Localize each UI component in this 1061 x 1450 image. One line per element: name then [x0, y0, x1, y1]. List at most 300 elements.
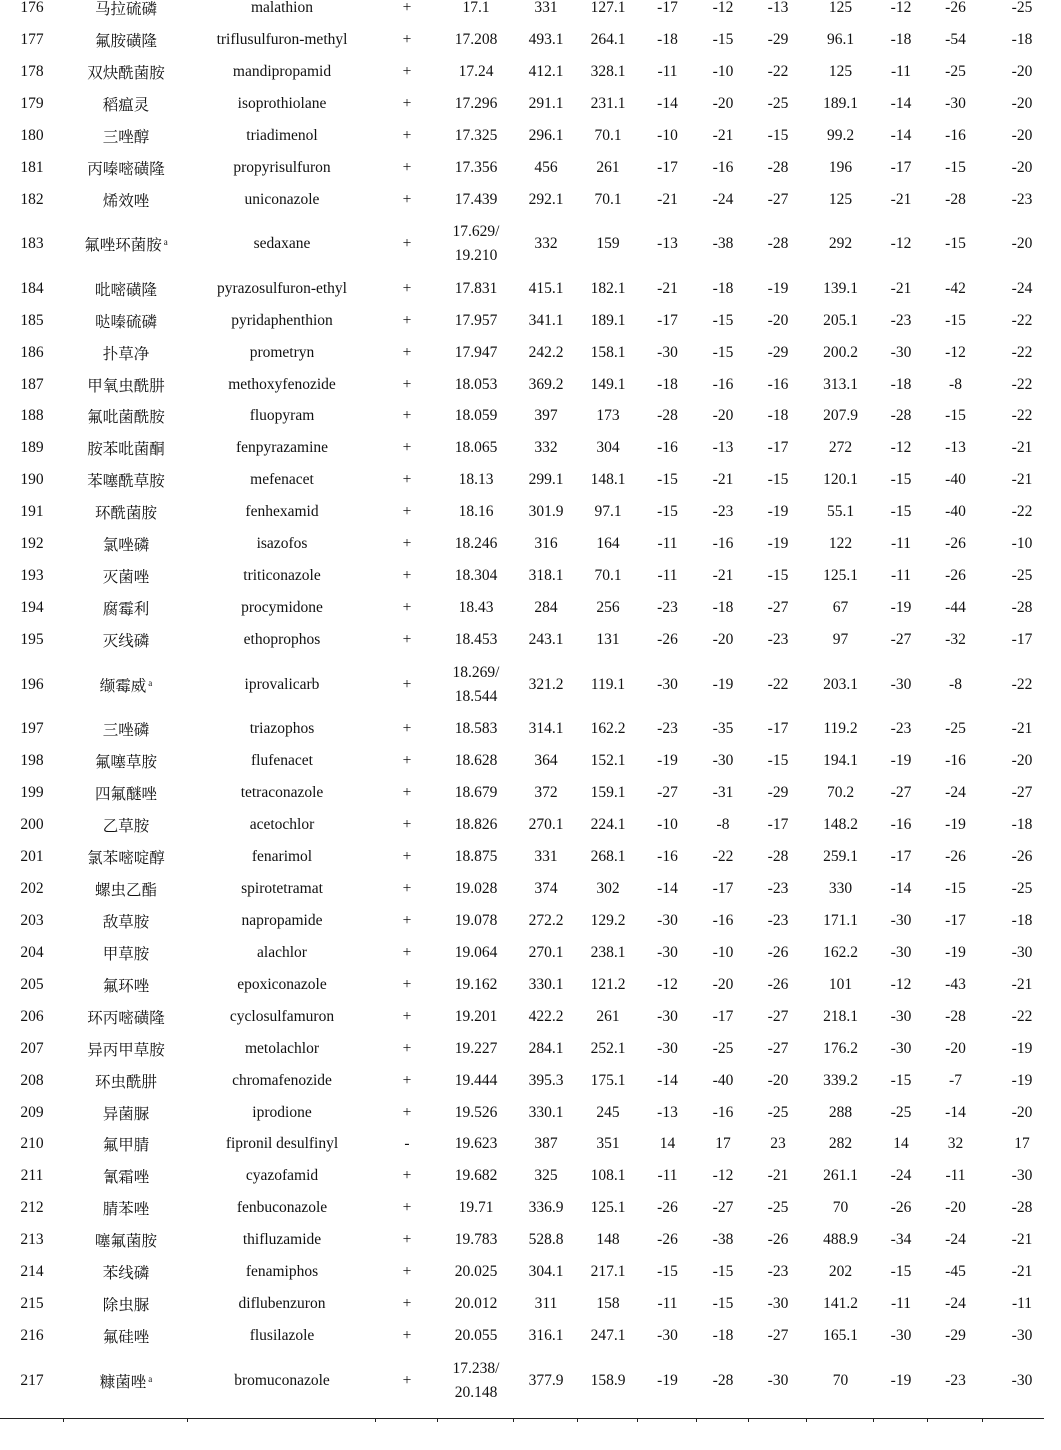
- cell-cell-exit-potential-2: -10: [1011, 535, 1033, 553]
- cell-precursor-ion: 456: [534, 158, 558, 176]
- cell-qual-ion: 292: [828, 235, 853, 253]
- cell-collision-energy: -18: [712, 599, 734, 617]
- cell-qual-ion: 313.1: [823, 375, 858, 393]
- cell-collision-energy-2: -15: [945, 311, 966, 329]
- cell-cell-exit-potential: -18: [767, 407, 789, 425]
- chinese-name-text: 氟吡菌酰胺: [87, 409, 165, 427]
- cell-english-name: napropamide: [241, 911, 323, 929]
- cell-collision-energy: -15: [712, 343, 734, 361]
- cell-english-name: fipronil desulfinyl: [225, 1135, 339, 1153]
- cell-collision-energy-2: -26: [945, 535, 966, 553]
- cell-collision-energy-2: -40: [945, 471, 966, 489]
- cell-cell-exit-potential-2: -20: [1011, 235, 1033, 253]
- cell-collision-energy-2: -28: [945, 1007, 966, 1025]
- cell-precursor-ion: 316.1: [528, 1327, 564, 1345]
- cell-precursor-ion: 321.2: [528, 675, 564, 693]
- retention-time-line-2: 20.148: [454, 1383, 498, 1401]
- chinese-name-text: 氰霜唑: [102, 1169, 150, 1187]
- cell-qual-ion: 99.2: [826, 126, 855, 144]
- cell-declustering-potential: -18: [657, 375, 678, 393]
- cell-ion-mode: +: [402, 30, 412, 48]
- cell-row-number: 185: [20, 311, 44, 329]
- cell-cell-exit-potential-2: -20: [1011, 94, 1033, 112]
- cell-cell-exit-potential: -15: [767, 567, 789, 585]
- table-row: [0, 305, 1061, 337]
- cell-english-name: alachlor: [257, 943, 307, 961]
- cell-retention-time: 18.628: [454, 752, 498, 770]
- cell-declustering-potential: -30: [657, 675, 678, 693]
- cell-quant-ion: 127.1: [590, 0, 626, 16]
- table-row: [0, 56, 1061, 88]
- cell-ion-mode: +: [402, 503, 412, 521]
- cell-qual-ion: 139.1: [823, 279, 858, 297]
- cell-cell-exit-potential: -27: [767, 1039, 789, 1057]
- cell-cell-exit-potential-2: -25: [1011, 0, 1033, 16]
- cell-english-name: metolachlor: [244, 1039, 320, 1057]
- cell-cell-exit-potential-2: -22: [1011, 343, 1033, 361]
- cell-declustering-potential-2: -19: [890, 752, 912, 770]
- cell-cell-exit-potential-2: -18: [1011, 30, 1033, 48]
- cell-english-name: acetochlor: [249, 815, 315, 833]
- cell-ion-mode: +: [402, 720, 412, 738]
- cell-chinese-name: [64, 1001, 188, 1033]
- cell-quant-ion: 182.1: [590, 279, 626, 297]
- cell-declustering-potential-2: -19: [890, 599, 912, 617]
- table-row: [0, 1224, 1061, 1256]
- cell-chinese-name: [64, 713, 188, 745]
- cell-precursor-ion: 292.1: [528, 190, 564, 208]
- chinese-name-text: 灭菌唑: [102, 569, 150, 587]
- cell-chinese-name: [64, 273, 188, 305]
- cell-declustering-potential: -19: [657, 752, 678, 770]
- cell-declustering-potential-2: -19: [890, 1371, 912, 1389]
- cell-chinese-name: [64, 560, 188, 592]
- cell-collision-energy: -16: [712, 375, 734, 393]
- cell-qual-ion: 125: [828, 190, 853, 208]
- cell-collision-energy-2: -24: [945, 1231, 966, 1249]
- cell-chinese-name: [64, 0, 188, 24]
- cell-ion-mode: +: [402, 311, 412, 329]
- cell-qual-ion: 70: [832, 1199, 849, 1217]
- cell-retention-time: 20.055: [454, 1327, 498, 1345]
- cell-quant-ion: 256: [596, 599, 620, 617]
- cell-retention-time: 20.012: [454, 1295, 498, 1313]
- cell-declustering-potential: -15: [657, 471, 678, 489]
- cell-cell-exit-potential: -26: [767, 1231, 789, 1249]
- cell-declustering-potential-2: -12: [890, 0, 912, 16]
- table-row: [0, 1001, 1061, 1033]
- table-row: [0, 592, 1061, 624]
- cell-collision-energy-2: -45: [945, 1263, 966, 1281]
- footnote-mark: a: [163, 237, 168, 248]
- cell-collision-energy: -20: [712, 975, 734, 993]
- cell-cell-exit-potential: -17: [767, 815, 789, 833]
- cell-cell-exit-potential: -15: [767, 471, 789, 489]
- cell-row-number: 197: [20, 720, 44, 738]
- cell-declustering-potential: -27: [657, 783, 678, 801]
- chinese-name-text: 稻瘟灵: [102, 96, 150, 114]
- cell-collision-energy: -25: [712, 1039, 734, 1057]
- cell-english-name: triticonazole: [243, 567, 321, 585]
- cell-qual-ion: 176.2: [823, 1039, 858, 1057]
- cell-ion-mode: +: [402, 471, 412, 489]
- table-row: [0, 88, 1061, 120]
- cell-retention-time: 17.325: [454, 126, 498, 144]
- cell-ion-mode: +: [402, 783, 412, 801]
- cell-collision-energy-2: -8: [949, 375, 962, 393]
- cell-chinese-name: [64, 1065, 188, 1097]
- cell-cell-exit-potential: -15: [767, 752, 789, 770]
- cell-retention-time: 18.826: [454, 815, 498, 833]
- cell-declustering-potential: -30: [657, 343, 678, 361]
- cell-declustering-potential-2: -15: [890, 1263, 912, 1281]
- cell-quant-ion: 119.1: [590, 675, 626, 693]
- chinese-name-text: 双炔酰菌胺: [87, 64, 165, 82]
- cell-row-number: 217: [20, 1371, 44, 1389]
- cell-declustering-potential: -30: [657, 1007, 678, 1025]
- cell-ion-mode: +: [402, 235, 412, 253]
- cell-declustering-potential-2: -21: [890, 190, 912, 208]
- cell-declustering-potential-2: -11: [890, 1295, 912, 1313]
- cell-chinese-name: [64, 905, 188, 937]
- chinese-name-text: 氯唑磷: [102, 537, 150, 555]
- cell-ion-mode: +: [402, 407, 412, 425]
- cell-declustering-potential: -15: [657, 1263, 678, 1281]
- chinese-name-text: 腈苯唑: [102, 1201, 150, 1219]
- cell-english-name: ethoprophos: [243, 631, 321, 649]
- cell-chinese-name: [64, 1033, 188, 1065]
- cell-quant-ion: 149.1: [590, 375, 626, 393]
- cell-cell-exit-potential-2: -21: [1011, 471, 1033, 489]
- cell-declustering-potential-2: -25: [890, 1103, 912, 1121]
- cell-row-number: 188: [20, 407, 44, 425]
- cell-ion-mode: +: [402, 943, 412, 961]
- cell-qual-ion: 148.2: [823, 815, 858, 833]
- cell-qual-ion: 97: [832, 631, 849, 649]
- cell-declustering-potential-2: -11: [890, 535, 912, 553]
- column-tick: [982, 1418, 983, 1422]
- cell-row-number: 186: [20, 343, 44, 361]
- cell-cell-exit-potential: -25: [767, 1103, 789, 1121]
- cell-english-name: epoxiconazole: [237, 975, 327, 993]
- cell-english-name: cyclosulfamuron: [229, 1007, 335, 1025]
- cell-english-name: flufenacet: [251, 752, 313, 770]
- cell-precursor-ion: 270.1: [528, 943, 564, 961]
- cell-cell-exit-potential-2: -25: [1011, 879, 1033, 897]
- cell-declustering-potential: -30: [657, 943, 678, 961]
- cell-english-name: diflubenzuron: [238, 1295, 326, 1313]
- cell-qual-ion: 101: [828, 975, 853, 993]
- cell-qual-ion: 70: [832, 1371, 849, 1389]
- cell-collision-energy: -15: [712, 30, 734, 48]
- chinese-name-text: 异菌脲: [102, 1105, 150, 1123]
- cell-qual-ion: 125: [828, 62, 853, 80]
- cell-precursor-ion: 318.1: [528, 567, 564, 585]
- cell-english-name: bromuconazole: [234, 1371, 330, 1389]
- cell-declustering-potential: -23: [657, 720, 678, 738]
- cell-collision-energy-2: -17: [945, 911, 966, 929]
- cell-row-number: 180: [20, 126, 44, 144]
- cell-english-name: fenamiphos: [245, 1263, 319, 1281]
- cell-qual-ion: 288: [828, 1103, 853, 1121]
- cell-quant-ion: 175.1: [590, 1071, 626, 1089]
- cell-row-number: 196: [20, 675, 44, 693]
- cell-declustering-potential: -26: [657, 631, 678, 649]
- cell-collision-energy-2: -23: [945, 1371, 966, 1389]
- cell-cell-exit-potential: -17: [767, 720, 789, 738]
- cell-precursor-ion: 332: [534, 439, 558, 457]
- cell-retention-time: 17.296: [454, 94, 498, 112]
- cell-declustering-potential-2: -17: [890, 158, 912, 176]
- cell-retention-time: [438, 656, 514, 713]
- cell-declustering-potential: -16: [657, 847, 678, 865]
- cell-english-name: triflusulfuron-methyl: [216, 30, 348, 48]
- cell-cell-exit-potential: -28: [767, 847, 789, 865]
- chinese-name-text: 甲草胺: [102, 945, 150, 963]
- cell-ion-mode: -: [404, 1135, 410, 1153]
- cell-retention-time: 17.1: [462, 0, 490, 16]
- cell-precursor-ion: 242.2: [528, 343, 564, 361]
- table-row: [0, 1129, 1061, 1161]
- cell-collision-energy: -15: [712, 1263, 734, 1281]
- cell-collision-energy: -16: [712, 1103, 734, 1121]
- cell-cell-exit-potential-2: -19: [1011, 1039, 1033, 1057]
- cell-row-number: 192: [20, 535, 44, 553]
- cell-retention-time: 18.059: [454, 407, 498, 425]
- table-row: [0, 969, 1061, 1001]
- cell-chinese-name: [64, 937, 188, 969]
- cell-declustering-potential: -11: [657, 535, 678, 553]
- chinese-name-text: 腐霉利: [102, 601, 150, 619]
- cell-quant-ion: 125.1: [590, 1199, 626, 1217]
- cell-ion-mode: +: [402, 1263, 412, 1281]
- cell-declustering-potential-2: -30: [890, 1007, 912, 1025]
- cell-cell-exit-potential-2: -22: [1011, 503, 1033, 521]
- cell-english-name: fenarimol: [251, 847, 313, 865]
- cell-qual-ion: 282: [828, 1135, 853, 1153]
- cell-declustering-potential: -18: [657, 30, 678, 48]
- cell-declustering-potential-2: -14: [890, 94, 912, 112]
- cell-precursor-ion: 284: [534, 599, 558, 617]
- cell-declustering-potential-2: -30: [890, 1039, 912, 1057]
- cell-ion-mode: +: [402, 1231, 412, 1249]
- chinese-name-text: 苯线磷: [102, 1265, 150, 1283]
- cell-collision-energy: -19: [712, 675, 734, 693]
- cell-quant-ion: 164: [596, 535, 620, 553]
- cell-declustering-potential: -15: [657, 503, 678, 521]
- chinese-name-text: 除虫脲: [102, 1297, 150, 1315]
- table-row: [0, 1320, 1061, 1352]
- cell-declustering-potential-2: -14: [890, 126, 912, 144]
- cell-row-number: 210: [20, 1135, 44, 1153]
- cell-row-number: 202: [20, 879, 44, 897]
- cell-precursor-ion: 422.2: [528, 1007, 564, 1025]
- cell-collision-energy: 17: [715, 1135, 731, 1153]
- cell-declustering-potential-2: -15: [890, 503, 912, 521]
- cell-quant-ion: 152.1: [590, 752, 626, 770]
- cell-qual-ion: 189.1: [823, 94, 858, 112]
- table-row: [0, 400, 1061, 432]
- table-row: [0, 873, 1061, 905]
- cell-declustering-potential: -17: [657, 158, 678, 176]
- cell-declustering-potential-2: 14: [893, 1135, 909, 1153]
- cell-cell-exit-potential-2: -30: [1011, 1371, 1033, 1389]
- chinese-name-text: 缬霉威: [99, 677, 147, 695]
- cell-english-name: fenhexamid: [245, 503, 319, 521]
- cell-collision-energy-2: -25: [945, 62, 966, 80]
- cell-chinese-name: [64, 1320, 188, 1352]
- table-row: [0, 337, 1061, 369]
- cell-cell-exit-potential-2: -21: [1011, 975, 1033, 993]
- cell-chinese-name: [64, 777, 188, 809]
- cell-retention-time: 19.064: [454, 943, 498, 961]
- cell-row-number: 195: [20, 631, 44, 649]
- cell-collision-energy: -23: [712, 503, 734, 521]
- cell-retention-time: [438, 1352, 514, 1409]
- cell-ion-mode: +: [402, 599, 412, 617]
- cell-precursor-ion: 316: [534, 535, 558, 553]
- chinese-name-text: 丙嗪嘧磺隆: [87, 160, 165, 178]
- cell-precursor-ion: 387: [534, 1135, 558, 1153]
- column-tick: [577, 1418, 578, 1422]
- cell-qual-ion: 200.2: [823, 343, 858, 361]
- table-row: [0, 1160, 1061, 1192]
- cell-english-name: iprovalicarb: [244, 675, 320, 693]
- cell-retention-time: 18.065: [454, 439, 498, 457]
- cell-precursor-ion: 331: [534, 847, 558, 865]
- cell-declustering-potential: -11: [657, 1167, 678, 1185]
- cell-qual-ion: 125.1: [823, 567, 858, 585]
- cell-retention-time: 20.025: [454, 1263, 498, 1281]
- cell-cell-exit-potential-2: -20: [1011, 62, 1033, 80]
- cell-chinese-name: [64, 24, 188, 56]
- cell-cell-exit-potential: -19: [767, 535, 789, 553]
- cell-quant-ion: 159.1: [590, 783, 626, 801]
- chinese-name-text: 氟环唑: [102, 977, 150, 995]
- cell-ion-mode: +: [402, 975, 412, 993]
- cell-retention-time: 17.24: [458, 62, 494, 80]
- cell-row-number: 183: [20, 235, 44, 253]
- cell-chinese-name: [64, 809, 188, 841]
- cell-cell-exit-potential: -15: [767, 126, 789, 144]
- cell-collision-energy-2: -25: [945, 720, 966, 738]
- cell-chinese-name: [64, 216, 188, 273]
- retention-time-line-1: 17.629/: [452, 223, 500, 241]
- cell-qual-ion: 171.1: [823, 911, 858, 929]
- cell-retention-time: 17.208: [454, 30, 498, 48]
- chinese-name-text: 环丙嘧磺隆: [87, 1009, 165, 1027]
- cell-chinese-name: [64, 56, 188, 88]
- cell-collision-energy: -18: [712, 279, 734, 297]
- cell-english-name: malathion: [251, 0, 313, 16]
- cell-chinese-name: [64, 1352, 188, 1409]
- cell-chinese-name: [64, 592, 188, 624]
- cell-declustering-potential: -28: [657, 407, 678, 425]
- cell-declustering-potential: -13: [657, 235, 678, 253]
- cell-cell-exit-potential: -29: [767, 343, 789, 361]
- cell-quant-ion: 231.1: [590, 94, 626, 112]
- cell-declustering-potential: -30: [657, 911, 678, 929]
- cell-ion-mode: +: [402, 0, 412, 16]
- cell-row-number: 198: [20, 752, 44, 770]
- cell-quant-ion: 129.2: [590, 911, 626, 929]
- cell-collision-energy: -38: [712, 1231, 734, 1249]
- cell-ion-mode: +: [402, 343, 412, 361]
- cell-precursor-ion: 284.1: [528, 1039, 564, 1057]
- cell-quant-ion: 121.2: [590, 975, 626, 993]
- cell-collision-energy: -15: [712, 1295, 734, 1313]
- column-tick: [63, 1418, 64, 1422]
- cell-ion-mode: +: [402, 62, 412, 80]
- cell-retention-time: 17.957: [454, 311, 498, 329]
- cell-quant-ion: 70.1: [594, 126, 622, 144]
- cell-declustering-potential: -16: [657, 439, 678, 457]
- cell-precursor-ion: 374: [534, 879, 558, 897]
- cell-ion-mode: +: [402, 1327, 412, 1345]
- cell-retention-time: 19.201: [454, 1007, 498, 1025]
- table-row: [0, 496, 1061, 528]
- cell-retention-time: 17.439: [454, 190, 498, 208]
- cell-cell-exit-potential: -19: [767, 503, 789, 521]
- cell-cell-exit-potential-2: -20: [1011, 126, 1033, 144]
- cell-declustering-potential-2: -30: [890, 675, 912, 693]
- chinese-name-text: 甲氧虫酰肼: [87, 377, 165, 395]
- cell-declustering-potential-2: -21: [890, 279, 912, 297]
- chinese-name-text: 四氟醚唑: [94, 785, 157, 803]
- cell-cell-exit-potential-2: -23: [1011, 190, 1033, 208]
- cell-retention-time: 18.583: [454, 720, 498, 738]
- cell-collision-energy-2: -28: [945, 190, 966, 208]
- cell-retention-time: 18.13: [458, 471, 494, 489]
- cell-ion-mode: +: [402, 375, 412, 393]
- cell-collision-energy-2: -15: [945, 407, 966, 425]
- cell-english-name: pyridaphenthion: [231, 311, 333, 329]
- cell-qual-ion: 202: [828, 1263, 853, 1281]
- table-row: [0, 1352, 1061, 1409]
- cell-precursor-ion: 301.9: [528, 503, 564, 521]
- cell-chinese-name: [64, 369, 188, 401]
- cell-ion-mode: +: [402, 815, 412, 833]
- column-tick: [696, 1418, 697, 1422]
- cell-declustering-potential-2: -27: [890, 631, 912, 649]
- cell-qual-ion: 141.2: [823, 1295, 858, 1313]
- cell-quant-ion: 261: [596, 158, 620, 176]
- table-row: [0, 1097, 1061, 1129]
- cell-collision-energy: -31: [712, 783, 734, 801]
- cell-cell-exit-potential-2: -22: [1011, 1007, 1033, 1025]
- column-tick: [927, 1418, 928, 1422]
- cell-row-number: 212: [20, 1199, 44, 1217]
- cell-collision-energy-2: -20: [945, 1199, 966, 1217]
- cell-row-number: 179: [20, 94, 44, 112]
- table-row: [0, 528, 1061, 560]
- cell-cell-exit-potential-2: -30: [1011, 1327, 1033, 1345]
- footnote-mark: a: [148, 677, 153, 688]
- cell-cell-exit-potential-2: -20: [1011, 158, 1033, 176]
- chinese-name-text: 烯效唑: [102, 192, 150, 210]
- table-row: [0, 184, 1061, 216]
- chinese-name-text: 胺苯吡菌酮: [87, 441, 165, 459]
- cell-collision-energy: -21: [712, 567, 734, 585]
- cell-qual-ion: 196: [828, 158, 853, 176]
- cell-precursor-ion: 372: [534, 783, 558, 801]
- cell-row-number: 200: [20, 815, 44, 833]
- chinese-name-text: 氟唑环菌胺: [84, 237, 162, 255]
- cell-precursor-ion: 304.1: [528, 1263, 564, 1281]
- cell-cell-exit-potential-2: -21: [1011, 1263, 1033, 1281]
- cell-row-number: 201: [20, 847, 44, 865]
- cell-chinese-name: [64, 400, 188, 432]
